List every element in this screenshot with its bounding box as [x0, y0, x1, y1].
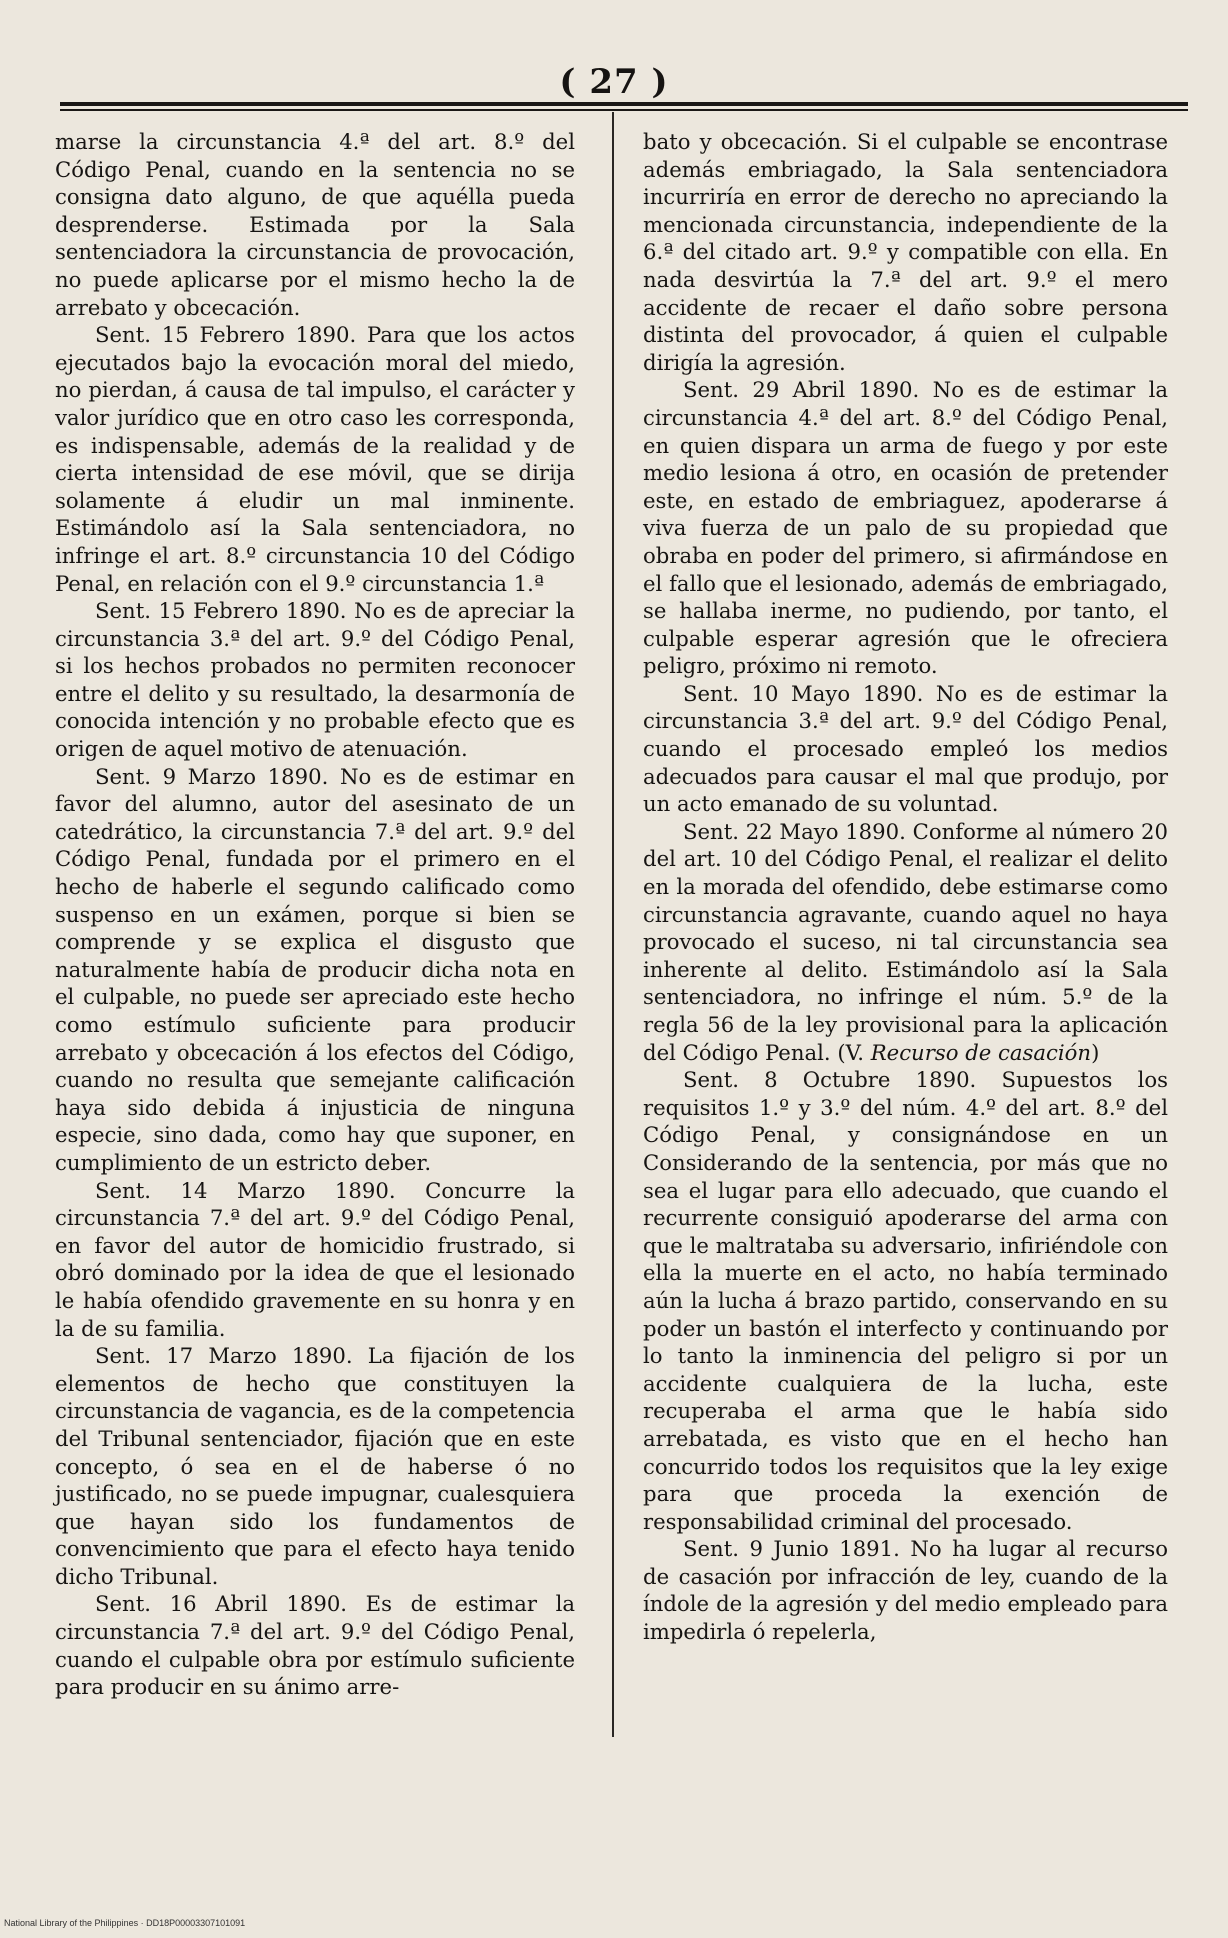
paragraph-continued: marse la circunstancia 4.ª del art. 8.º del Código Penal, cuando en la sentencia no se consigna dato alguno, de que aquélla pueda desprenderse. Estimada por la Sala sentenciadora la circunstancia de provocación, no puede aplicarse por el mismo hecho la de arrebato y obcecación.	[55, 129, 575, 320]
right-column	[643, 128, 1168, 1646]
page-number: ( 27 )	[559, 62, 669, 102]
cross-reference-prefix: (V.	[837, 1039, 871, 1065]
entry-paragraph: Sent. 17 Marzo 1890. La fijación de los elementos de hecho que constituyen la circunstancia de vagancia, es de la competencia del Tribunal sentenciador, fijación que en este concepto, ó sea en el de haberse ó no justificado, no se puede impugnar, cualesquiera que hayan sido los fundamentos de convencimiento que para el efecto haya tenido dicho Tribunal.	[55, 1343, 575, 1589]
left-column	[55, 128, 575, 1701]
cross-reference-suffix: )	[1091, 1039, 1100, 1065]
entry-paragraph	[643, 818, 1168, 1066]
entry-paragraph: Sent. 10 Mayo 1890. No es de estimar la circunstancia 3.ª del art. 9.º del Código Penal, cuando el procesado empleó los medios adecuados para causar el mal que produjo, por un acto emanado de su voluntad.	[643, 680, 1168, 817]
entry-text: Sent. 22 Mayo 1890. Conforme al número 20 del art. 10 del Código Penal, el realizar el delito en la morada del ofendido, debe estimarse como circunstancia agravante, cuando aquel no haya provocado el suceso, ni tal circunstancia sea inherente al delito. Estimándolo así la Sala sentenciadora, no infringe el núm. 5.º de la regla 56 de la ley provisional para la aplicación del Código Penal.	[643, 818, 1168, 1065]
entry-paragraph: Sent. 29 Abril 1890. No es de estimar la circunstancia 4.ª del art. 8.º del Código Penal, en quien dispara un arma de fuego y por este medio lesiona á otro, en ocasión de pretender este, en estado de embriaguez, apoderarse á viva fuerza de un palo de su propiedad que obraba en poder del primero, si afirmándose en el fallo que el lesionado, además de embriagado, se hallaba inerme, no pudiendo, por tanto, el culpable esperar agresión que le ofreciera peligro, próximo ni remoto.	[643, 377, 1168, 679]
entry-paragraph: Sent. 9 Marzo 1890. No es de estimar en favor del alumno, autor del asesinato de un catedrático, la circunstancia 7.ª del art. 9.º del Código Penal, fundada por el primero en el hecho de haberle el segundo calificado como suspenso en un exámen, porque si bien se comprende y se explica el disgusto que naturalmente había de producir dicha nota en el culpable, no puede ser apreciado este hecho como estímulo suficiente para producir arrebato y obcecación á los efectos del Código, cuando no resulta que semejante calificación haya sido debida á injusticia de ninguna especie, sino dada, como hay que suponer, en cumplimiento de un estricto deber.	[55, 763, 575, 1175]
header-rule-thin	[60, 109, 1188, 111]
cross-reference-italic: Recurso de casación	[870, 1039, 1092, 1065]
library-footer: National Library of the Philippines · DD18P00003307101091	[4, 1918, 246, 1928]
entry-paragraph: Sent. 8 Octubre 1890. Supuestos los requisitos 1.º y 3.º del núm. 4.º del art. 8.º del Código Penal, y consignándose en un Considerando de la sentencia, por más que no sea el lugar para ello adecuado, que cuando el recurrente consiguió apoderarse del arma con que le maltrataba su adversario, infiriéndole con ella la muerte en el acto, no había terminado aún la lucha á brazo partido, conservando en su poder un bastón el interfecto y continuando por lo tanto la inminencia del peligro si por un accidente cualquiera de la lucha, este recuperaba el arma que le había sido arrebatada, es visto que en el hecho han concurrido todos los requisitos que la ley exige para que proceda la exención de responsabilidad criminal del procesado.	[643, 1067, 1168, 1534]
paragraph-continued: bato y obcecación. Si el culpable se encontrase además embriagado, la Sala sentenciadora incurriría en error de derecho no apreciando la mencionada circunstancia, independiente de la 6.ª del citado art. 9.º y compatible con ella. En nada desvirtúa la 7.ª del art. 9.º el mero accidente de recaer el daño sobre persona distinta del provocador, á quien el culpable dirigía la agresión.	[643, 129, 1168, 375]
entry-paragraph: Sent. 15 Febrero 1890. No es de apreciar la circunstancia 3.ª del art. 9.º del Código Penal, si los hechos probados no permiten reconocer entre el delito y su resultado, la desarmonía de conocida intención y no probable efecto que es origen de aquel motivo de atenuación.	[55, 598, 575, 762]
entry-paragraph: Sent. 9 Junio 1891. No ha lugar al recurso de casación por infracción de ley, cuando de la índole de la agresión y del medio empleado para impedirla ó repelerla,	[643, 1536, 1168, 1645]
entry-paragraph: Sent. 16 Abril 1890. Es de estimar la circunstancia 7.ª del art. 9.º del Código Penal, cuando el culpable obra por estímulo suficiente para producir en su ánimo arre-	[55, 1591, 575, 1700]
entry-paragraph: Sent. 15 Febrero 1890. Para que los actos ejecutados bajo la evocación moral del miedo, no pierdan, á causa de tal impulso, el carácter y valor jurídico que en otro caso les corresponda, es indispensable, además de la realidad y de cierta intensidad de ese móvil, que se dirija solamente á eludir un mal inminente. Estimándolo así la Sala sentenciadora, no infringe el art. 8.º circunstancia 10 del Código Penal, en relación con el 9.º circunstancia 1.ª	[55, 322, 575, 596]
entry-paragraph: Sent. 14 Marzo 1890. Concurre la circunstancia 7.ª del art. 9.º del Código Penal, en favor del autor de homicidio frustrado, si obró dominado por la idea de que el lesionado le había ofendido gravemente en su honra y en la de su familia.	[55, 1177, 575, 1341]
column-divider	[612, 112, 614, 1737]
header-rule-thick	[60, 102, 1188, 106]
